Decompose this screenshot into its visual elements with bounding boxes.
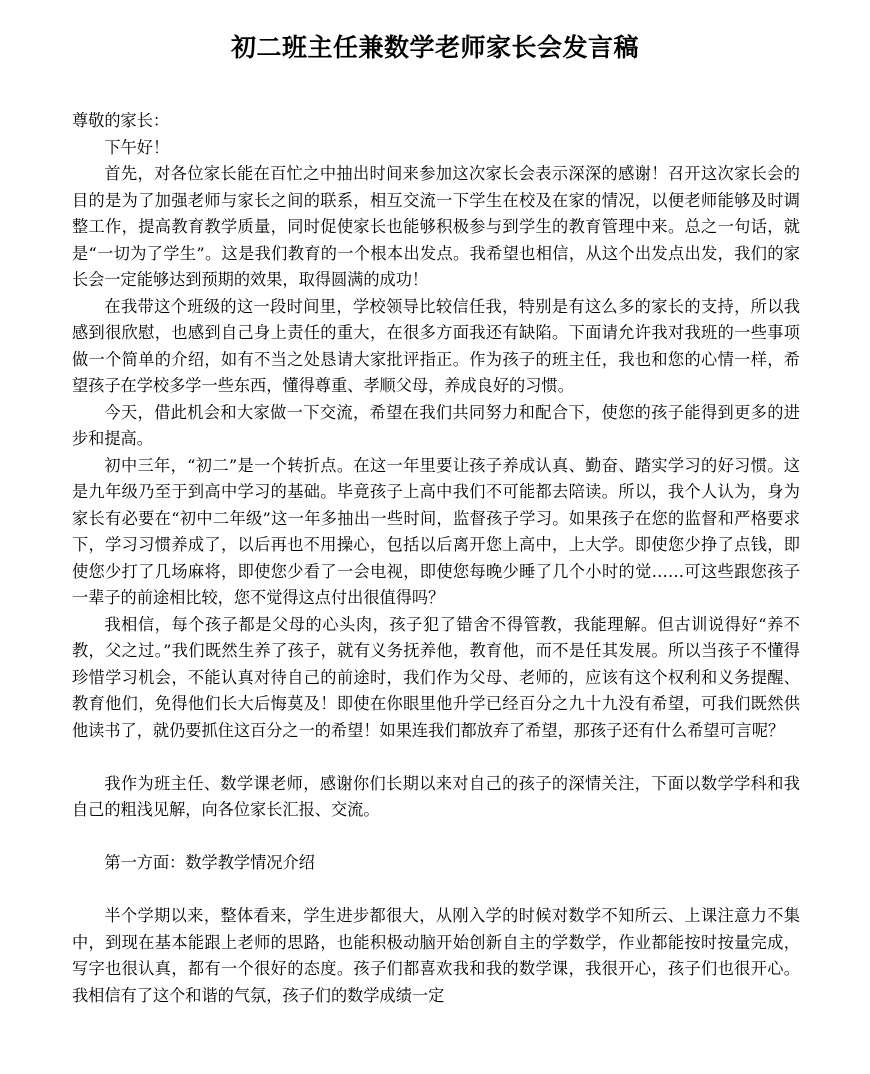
- body-paragraph: 首先，对各位家长能在百忙之中抽出时间来参加这次家长会表示深深的感谢！召开这次家长会的目的是为了加强老师与家长之间的联系，相互交流一下学生在校及在家的情况，以便老师能够及时调整工作，提高教育教学质量，同时促使家长也能够积极参与到学生的教育管理中来。总之一句话，就是“一切为了学生”。这是我们教育的一个根本出发点。我希望也相信，从这个出发点出发，我们的家长会一定能够达到预期的效果，取得圆满的成功！: [72, 164, 800, 289]
- document-body: [72, 108, 800, 1009]
- greeting-paragraph: 下午好！: [104, 137, 170, 157]
- document-title: 初二班主任兼数学老师家长会发言稿: [230, 33, 639, 62]
- section-heading: 第一方面：数学教学情况介绍: [104, 853, 315, 872]
- body-paragraph: 我相信，每个孩子都是父母的心头肉，孩子犯了错舍不得管教，我能理解。但古训说得好“养不教，父之过。”我们既然生养了孩子，就有义务抚养他，教育他，而不是任其发展。所以当孩子不懂得珍惜学习机会，不能认真对待自己的前途时，我们作为父母、老师的，应该有这个权利和义务提醒、教育他们，免得他们长大后悔莫及！即使在你眼里他升学已经百分之九十九没有希望，可我们既然供他读书了，就仍要抓住这百分之一的希望！如果连我们都放弃了希望，那孩子还有什么希望可言呢？: [72, 614, 800, 740]
- body-paragraph: 在我带这个班级的这一段时间里，学校领导比较信任我，特别是有这么多的家长的支持，所以我感到很欣慰，也感到自己身上责任的重大，在很多方面我还有缺陷。下面请允许我对我班的一些事项做一个简单的介绍，如有不当之处恳请大家批评指正。作为孩子的班主任，我也和您的心情一样，希望孩子在学校多学一些东西，懂得尊重、孝顺父母，养成良好的习惯。: [72, 296, 800, 395]
- body-paragraph: 半个学期以来，整体看来，学生进步都很大，从刚入学的时候对数学不知所云、上课注意力不集中，到现在基本能跟上老师的思路，也能积极动脑开始创新自主的学数学，作业都能按时按量完成，写字也很认真，都有一个很好的态度。孩子们都喜欢我和我的数学课，我很开心，孩子们也很开心。我相信有了这个和谐的气氛，孩子们的数学成绩一定: [72, 906, 800, 1005]
- body-paragraph: 我作为班主任、数学课老师，感谢你们长期以来对自己的孩子的深情关注，下面以数学学科和我自己的粗浅见解，向各位家长汇报、交流。: [72, 773, 800, 819]
- body-paragraph: 初中三年，“初二”是一个转折点。在这一年里要让孩子养成认真、勤奋、踏实学习的好习惯。这是九年级乃至于到高中学习的基础。毕竟孩子上高中我们不可能都去陪读。所以，我个人认为，身为家长有必要在“初中二年级”这一年多抽出一些时间，监督孩子学习。如果孩子在您的监督和严格要求下，学习习惯养成了，以后再也不用操心，包括以后离开您上高中，上大学。即使您少挣了点钱，即使您少打了几场麻将，即使您少看了一会电视，即使您每晚少睡了几个小时的觉……可这些跟您孩子一辈子的前途相比较，您不觉得这点付出很值得吗？: [72, 455, 800, 607]
- body-paragraph: 今天，借此机会和大家做一下交流，希望在我们共同努力和配合下，使您的孩子能得到更多的进步和提高。: [72, 402, 800, 448]
- salutation: 尊敬的家长：: [72, 111, 170, 130]
